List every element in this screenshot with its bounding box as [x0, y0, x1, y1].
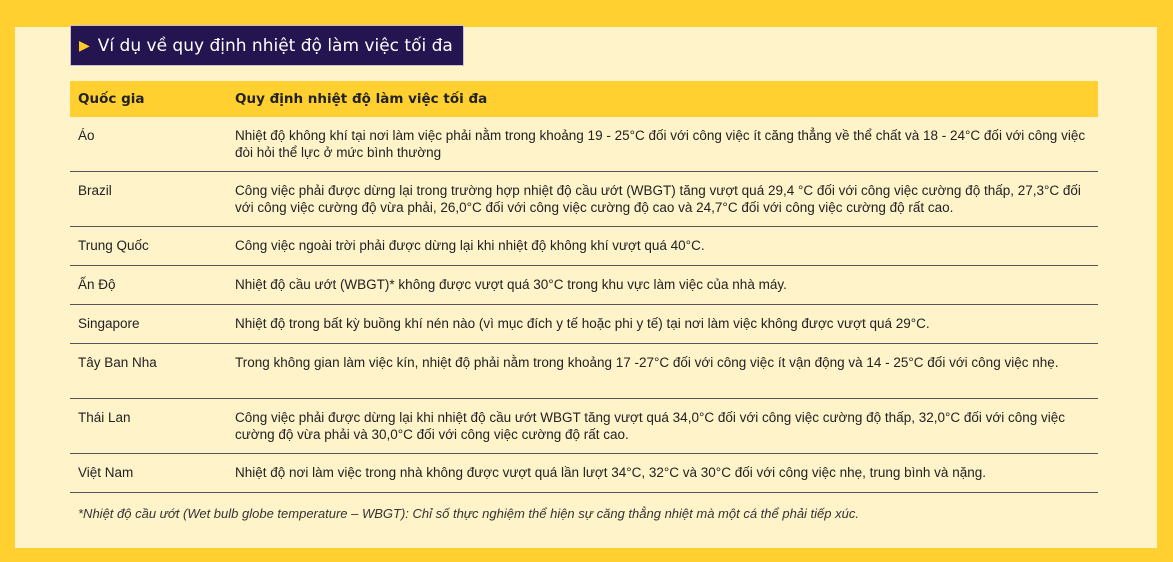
rule-cell: Công việc ngoài trời phải được dừng lại khi nhiệt độ không khí vượt quá 40°C. [227, 227, 1098, 266]
table-row [70, 117, 1098, 172]
header-rule: Quy định nhiệt độ làm việc tối đa [227, 81, 1098, 117]
rule-cell: Nhiệt độ không khí tại nơi làm việc phải nằm trong khoảng 19 - 25°C đối với công việc ít căng thẳng về thể chất và 18 - 24°C đối với công việc đòi hỏi thể lực ở mức bình thường [227, 117, 1098, 172]
country-cell: Việt Nam [70, 454, 227, 493]
table-header [70, 81, 1098, 117]
header-country: Quốc gia [70, 81, 227, 117]
rule-cell: Nhiệt độ trong bất kỳ buồng khí nén nào (vì mục đích y tế hoặc phi y tế) tại nơi làm việc không được vượt quá 29°C. [227, 305, 1098, 344]
footnote: *Nhiệt độ cầu ướt (Wet bulb globe temperature – WBGT): Chỉ số thực nghiệm thể hiện sự căng thẳng nhiệt mà một cá thể phải tiếp xúc. [78, 506, 859, 521]
table-row [70, 344, 1098, 399]
rule-cell: Nhiệt độ cầu ướt (WBGT)* không được vượt quá 30°C trong khu vực làm việc của nhà máy. [227, 266, 1098, 305]
rule-cell: Nhiệt độ nơi làm việc trong nhà không được vượt quá lần lượt 34°C, 32°C và 30°C đối với công việc nhẹ, trung bình và nặng. [227, 454, 1098, 493]
rule-cell: Công việc phải được dừng lại khi nhiệt độ cầu ướt WBGT tăng vượt quá 34,0°C đối với công việc cường độ thấp, 32,0°C đối với công việc cường độ vừa phải và 30,0°C đối với công việc cường độ rất cao. [227, 399, 1098, 454]
table-row [70, 266, 1098, 305]
table-row [70, 454, 1098, 493]
rule-cell: Trong không gian làm việc kín, nhiệt độ phải nằm trong khoảng 17 -27°C đối với công việc ít vận động và 14 - 25°C đối với công việc nhẹ. [227, 344, 1098, 399]
country-cell: Ấn Độ [70, 266, 227, 305]
country-cell: Thái Lan [70, 399, 227, 454]
country-cell: Áo [70, 117, 227, 172]
table-row [70, 305, 1098, 344]
rule-cell: Công việc phải được dừng lại trong trường hợp nhiệt độ cầu ướt (WBGT) tăng vượt quá 29,4 °C đối với công việc cường độ thấp, 27,3°C đối với công việc cường độ vừa phải, 26,0°C đối với công việc cường độ cao và 24,7°C đối với công việc cường độ rất cao. [227, 172, 1098, 227]
table-row [70, 399, 1098, 454]
table-row [70, 172, 1098, 227]
section-title [70, 25, 464, 66]
country-cell: Singapore [70, 305, 227, 344]
country-cell: Tây Ban Nha [70, 344, 227, 399]
country-cell: Trung Quốc [70, 227, 227, 266]
section-title-text: Ví dụ về quy định nhiệt độ làm việc tối đa [97, 35, 453, 56]
table-row [70, 227, 1098, 266]
triangle-bullet-icon: ▶ [79, 37, 90, 54]
country-cell: Brazil [70, 172, 227, 227]
regulation-table [70, 81, 1098, 493]
